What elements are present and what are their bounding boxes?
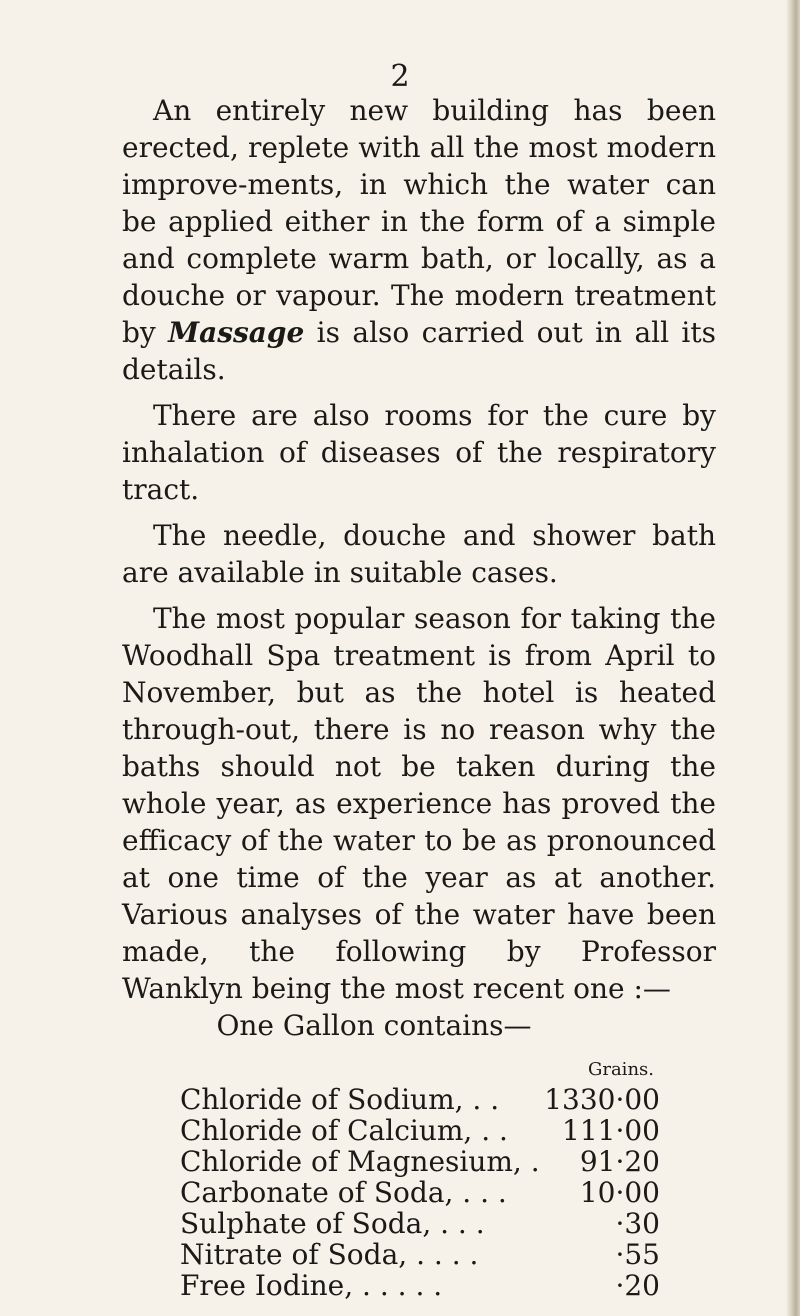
page-edge-shadow	[786, 0, 800, 1316]
analysis-row-value: 91·20	[579, 1145, 660, 1178]
analysis-row-label: Chloride of Sodium, . .	[180, 1083, 500, 1116]
analysis-row	[180, 1239, 660, 1270]
paragraph-season: The most popular season for taking the Woodhall Spa treatment is from April to November, but as the hotel is heated through-out, there is no reason why the baths should not be taken during the whole year, as experience has proved the efficacy of the water to be as pronounced at one time of the year as at another. Various analyses of the water have been made, the following by Professor Wanklyn being the most recent one :—	[122, 602, 716, 1005]
analysis-row-value: ·20	[615, 1269, 660, 1302]
analysis-row-value: 111·00	[562, 1114, 660, 1147]
page-number: 2	[390, 59, 410, 94]
analysis-row-label: Carbonate of Soda, . . .	[180, 1176, 507, 1209]
massage-emphasis: Massage	[168, 316, 305, 349]
analysis-row-label: Sulphate of Soda, . . .	[180, 1207, 485, 1240]
paragraph-inhalation: There are also rooms for the cure by inhalation of diseases of the respiratory tract.	[122, 399, 716, 506]
analysis-row	[180, 1146, 660, 1177]
analysis-table	[180, 1060, 660, 1301]
analysis-row	[180, 1115, 660, 1146]
analysis-row-value: ·55	[615, 1238, 660, 1271]
paragraph-new-building	[122, 92, 716, 388]
analysis-row-label: Chloride of Magnesium, .	[180, 1145, 540, 1178]
analysis-row	[180, 1084, 660, 1115]
analysis-row-label: Free Iodine, . . . . .	[180, 1269, 443, 1302]
analysis-unit: Grains.	[587, 1059, 654, 1080]
paragraph-new-building-text-start: An entirely new building has been erected, replete with all the most modern improve-ments, in which the water can be applied either in the form of a simple and complete warm bath, or locally, as a douche or vapour. The modern treatment by	[122, 94, 716, 349]
analysis-rows	[180, 1084, 660, 1301]
analysis-row	[180, 1270, 660, 1301]
analysis-row	[180, 1177, 660, 1208]
analysis-row-value: 1330·00	[544, 1083, 660, 1116]
body-text	[122, 92, 716, 1044]
analysis-heading: One Gallon contains—	[216, 1009, 532, 1042]
analysis-row-label: Nitrate of Soda, . . . .	[180, 1238, 479, 1271]
paragraph-new-building-text-end: is also carried out in all its details.	[122, 316, 716, 386]
paragraph-needle-bath: The needle, douche and shower bath are available in suitable cases.	[122, 519, 716, 589]
analysis-row-label: Chloride of Calcium, . .	[180, 1114, 508, 1147]
analysis-row	[180, 1208, 660, 1239]
analysis-row-value: 10·00	[579, 1176, 660, 1209]
analysis-row-value: ·30	[615, 1207, 660, 1240]
